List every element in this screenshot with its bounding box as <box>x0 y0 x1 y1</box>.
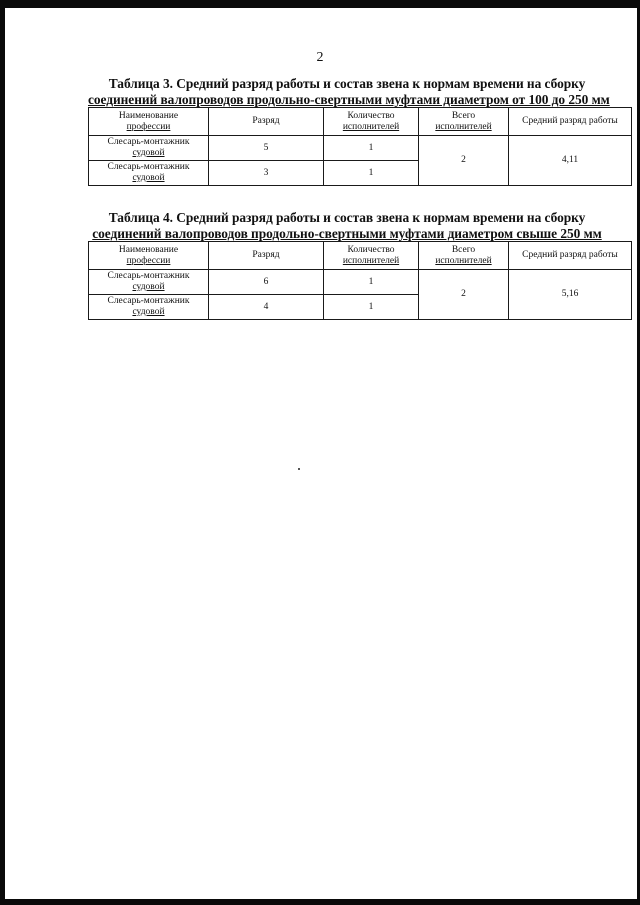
cell-profession-top: Слесарь-монтажник <box>107 137 190 147</box>
header-count-bottom: исполнителей <box>342 121 400 132</box>
table-4-block <box>88 210 618 320</box>
header-rank: Разряд <box>209 242 324 270</box>
table-3-title <box>88 76 610 108</box>
cell-count: 1 <box>324 295 419 320</box>
header-profession-bottom: профессии <box>126 121 171 132</box>
cell-profession-bottom: судовой <box>132 148 165 158</box>
header-avg-rank: Средний разряд работы <box>509 242 632 270</box>
cell-rank: 6 <box>209 270 324 295</box>
table-3-title-line2: соединений валопроводов продольно-свертными муфтами диаметром от 100 до 250 мм <box>88 92 610 107</box>
cell-avg-rank: 4,11 <box>509 136 632 186</box>
cell-profession-top: Слесарь-монтажник <box>107 296 190 306</box>
header-total-top: Всего <box>451 110 476 121</box>
cell-profession-top: Слесарь-монтажник <box>107 271 190 281</box>
cell-profession-bottom: судовой <box>132 307 165 317</box>
header-profession <box>89 242 209 270</box>
cell-total: 2 <box>419 270 509 320</box>
cell-count: 1 <box>324 270 419 295</box>
scan-border-top <box>0 0 640 8</box>
cell-profession <box>89 136 209 161</box>
header-avg-rank: Средний разряд работы <box>509 108 632 136</box>
table-4-header-row <box>89 242 632 270</box>
header-profession <box>89 108 209 136</box>
header-profession-bottom: профессии <box>126 255 171 266</box>
header-count-bottom: исполнителей <box>342 255 400 266</box>
cell-profession-bottom: судовой <box>132 282 165 292</box>
cell-profession-bottom: судовой <box>132 173 165 183</box>
cell-count: 1 <box>324 136 419 161</box>
header-count-top: Количество <box>347 110 395 121</box>
cell-rank: 5 <box>209 136 324 161</box>
header-count-top: Количество <box>347 244 395 255</box>
cell-profession <box>89 295 209 320</box>
header-profession-top: Наименование <box>118 244 179 255</box>
cell-profession-top: Слесарь-монтажник <box>107 162 190 172</box>
header-total-top: Всего <box>451 244 476 255</box>
scan-border-left <box>0 0 5 905</box>
cell-profession <box>89 161 209 186</box>
table-4-title <box>88 210 606 242</box>
table-3-title-line1: Таблица 3. Средний разряд работы и состав звена к нормам времени на сборку <box>108 76 586 91</box>
header-rank: Разряд <box>209 108 324 136</box>
header-count <box>324 242 419 270</box>
header-total-bottom: исполнителей <box>435 255 492 266</box>
table-row <box>89 136 632 161</box>
table-4-title-line1: Таблица 4. Средний разряд работы и состав звена к нормам времени на сборку <box>108 210 586 225</box>
scan-border-bottom <box>0 899 640 905</box>
header-count <box>324 108 419 136</box>
cell-avg-rank: 5,16 <box>509 270 632 320</box>
cell-total: 2 <box>419 136 509 186</box>
cell-rank: 4 <box>209 295 324 320</box>
table-3-block <box>88 76 618 186</box>
table-4 <box>88 241 632 320</box>
header-profession-top: Наименование <box>118 110 179 121</box>
scan-speck <box>298 468 300 470</box>
table-3 <box>88 107 632 186</box>
cell-profession <box>89 270 209 295</box>
cell-count: 1 <box>324 161 419 186</box>
cell-rank: 3 <box>209 161 324 186</box>
header-total <box>419 242 509 270</box>
header-total <box>419 108 509 136</box>
page-number: 2 <box>316 50 324 65</box>
header-total-bottom: исполнителей <box>435 121 492 132</box>
table-row <box>89 270 632 295</box>
table-3-header-row <box>89 108 632 136</box>
table-4-title-line2: соединений валопроводов продольно-свертными муфтами диаметром свыше 250 мм <box>92 226 602 241</box>
